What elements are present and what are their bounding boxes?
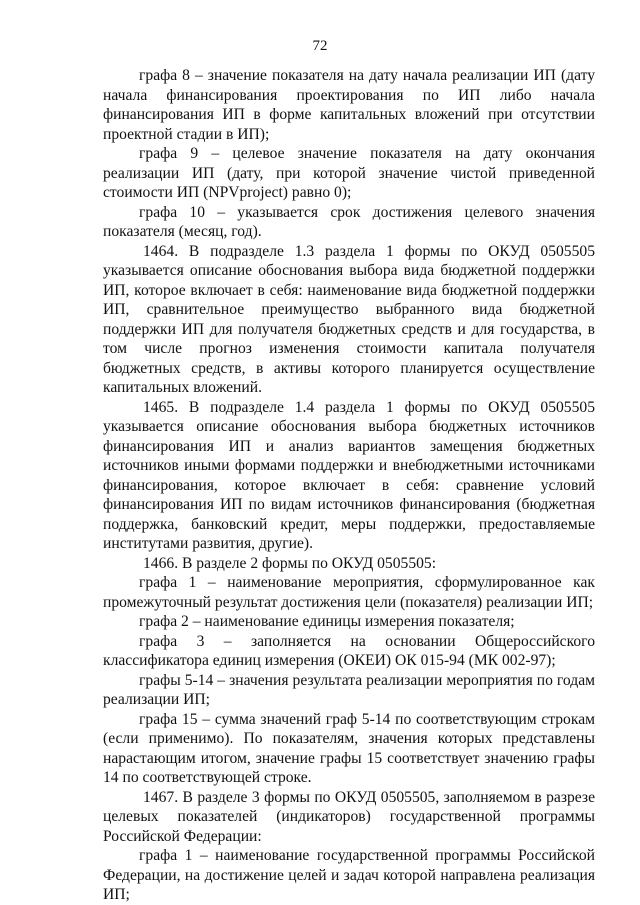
page-number: 72 [312,38,328,54]
paragraph-grafa-10: графа 10 – указывается срок достижения целевого значения показателя (месяц, год). [103,203,595,240]
paragraph-s2-grafa-15: графа 15 – сумма значений граф 5-14 по соответствующим строкам (если применимо). По показателям, значения которых представлены нарастающим итогом, значение графы 15 соответствует значению графы 14 по соответствующей строке. [103,710,595,786]
paragraph-1465: 1465. В подразделе 1.4 раздела 1 формы по ОКУД 0505505 указывается описание обоснования выбора бюджетных источников финансирования ИП и анализ вариантов замещения бюджетных источников иными формами поддержки и внебюджетными источниками финансирования, которое включает в себя: сравнение условий финансирования ИП по видам источников финансирования (бюджетная поддержка, банковский кредит, меры поддержки, предоставляемые институтами развития, другие). [103,398,595,552]
paragraph-grafa-8: графа 8 – значение показателя на дату начала реализации ИП (дату начала финансирования проектирования по ИП либо начала финансирования ИП в форме капитальных вложений при отсутствии проектной стадии в ИП); [103,67,595,143]
paragraph-1466: 1466. В разделе 2 формы по ОКУД 0505505: [143,554,437,572]
paragraph-1467: 1467. В разделе 3 формы по ОКУД 0505505, заполняемом в разрезе целевых показателей (индикаторов) государственной программы Российской Федерации: [103,788,595,845]
paragraph-s3-grafa-1: графа 1 – наименование государственной программы Российской Федерации, на достижение целей и задач которой направлена реализация ИП; [103,847,595,903]
paragraph-1464: 1464. В подразделе 1.3 раздела 1 формы по ОКУД 0505505 указывается описание обоснования выбора вида бюджетной поддержки ИП, которое включает в себя: наименование вида бюджетной поддержки ИП, сравнительное преимущество выбранного вида бюджетной поддержки ИП для получателя бюджетных средств и для государства, в том числе прогноз изменения стоимости капитала получателя бюджетных средств, в активы которого планируется осуществление капитальных вложений. [103,242,595,396]
document-body [103,66,595,905]
paragraph-grafa-9: графа 9 – целевое значение показателя на дату окончания реализации ИП (дату, при которой значение чистой приведенной стоимости ИП (NPVproject) равно 0); [103,145,595,201]
paragraph-s2-grafa-3: графа 3 – заполняется на основании Общероссийского классификатора единиц измерения (ОКЕИ) ОК 015-94 (МК 002-97); [103,632,595,669]
paragraph-s2-grafy-5-14: графы 5-14 – значения результата реализации мероприятия по годам реализации ИП; [103,671,595,708]
paragraph-s2-grafa-1: графа 1 – наименование мероприятия, сформулированное как промежуточный результат достижения цели (показателя) реализации ИП; [103,574,595,611]
paragraph-s2-grafa-2: графа 2 – наименование единицы измерения показателя; [139,613,515,630]
